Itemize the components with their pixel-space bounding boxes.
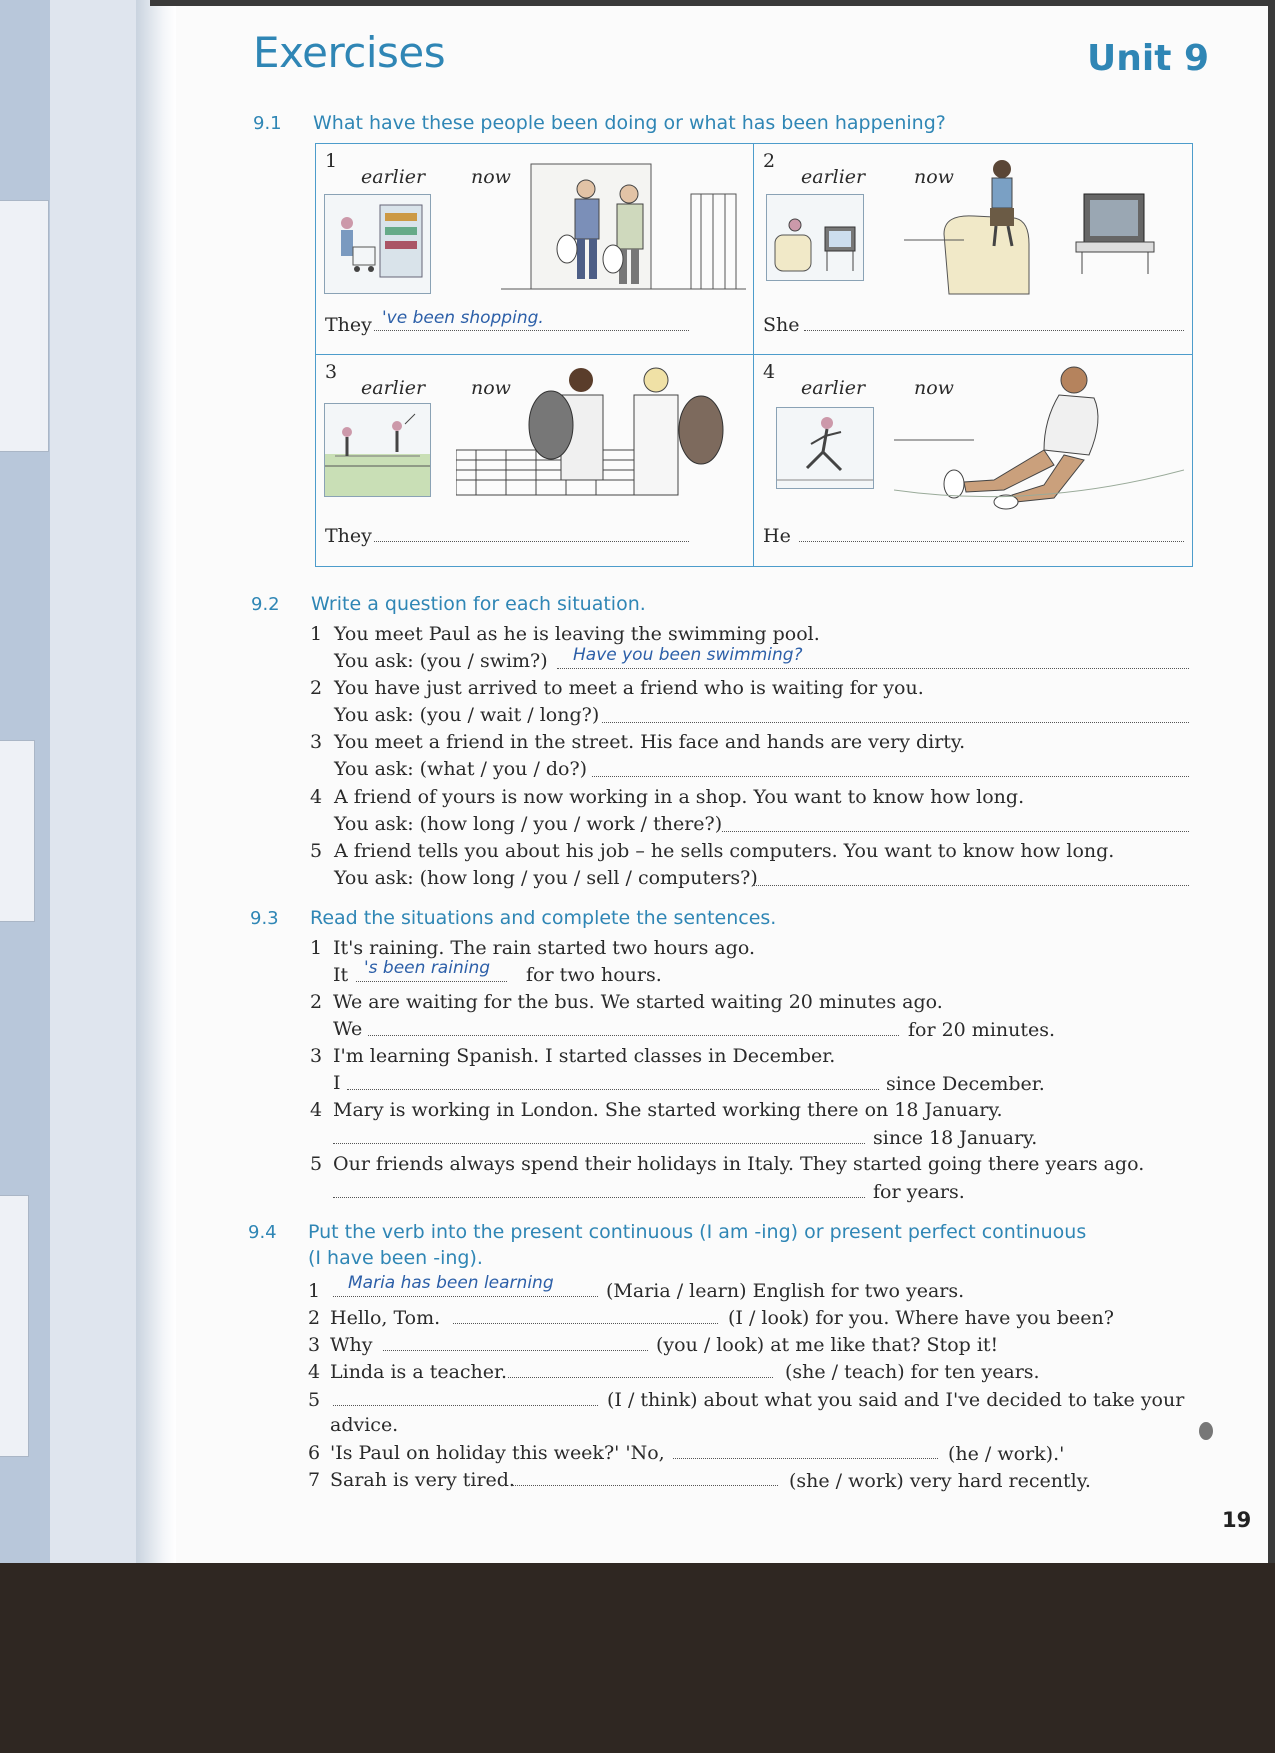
item-after: (he / work).' xyxy=(948,1443,1065,1465)
handwritten-answer: 've been shopping. xyxy=(382,308,544,328)
cell-subject: They xyxy=(325,314,372,336)
item-after: (Maria / learn) English for two years. xyxy=(606,1280,965,1302)
item-number: 7 xyxy=(308,1469,321,1491)
page-title: Exercises xyxy=(253,28,446,77)
answer-line[interactable] xyxy=(374,523,689,542)
answer-line[interactable] xyxy=(673,1440,938,1459)
item-number: 1 xyxy=(310,623,323,645)
cell-subject: He xyxy=(763,525,791,547)
tennis-earlier-picture xyxy=(324,403,431,497)
sentence-end: for years. xyxy=(873,1181,965,1203)
page-number: 19 xyxy=(1222,1508,1252,1532)
earlier-label: earlier xyxy=(801,377,866,399)
shopping-earlier-picture xyxy=(324,194,431,294)
sentence-start: I xyxy=(333,1072,341,1094)
answer-line[interactable] xyxy=(557,645,1189,669)
item-number: 3 xyxy=(308,1334,321,1356)
exercise-instruction: Read the situations and complete the sentences. xyxy=(310,907,777,929)
exercise-instruction: Write a question for each situation. xyxy=(311,593,646,615)
now-label: now xyxy=(914,166,954,188)
prompt-text: You ask: (how long / you / sell / computers?) xyxy=(334,867,758,889)
exercise-number: 9.1 xyxy=(253,113,282,134)
answer-line[interactable] xyxy=(722,813,1189,832)
item-before: Hello, Tom. xyxy=(330,1307,441,1329)
answer-line[interactable] xyxy=(508,1359,773,1378)
item-after: (you / look) at me like that? Stop it! xyxy=(656,1334,999,1356)
item-number: 4 xyxy=(308,1361,321,1383)
answer-line[interactable] xyxy=(383,1332,648,1351)
item-number: 4 xyxy=(310,786,323,808)
sentence-end: for two hours. xyxy=(526,964,662,986)
previous-page-box xyxy=(0,740,35,922)
cell-number: 4 xyxy=(763,361,776,383)
picture-cell-4 xyxy=(754,355,1191,565)
earlier-label: earlier xyxy=(361,377,426,399)
prompt-text: You ask: (what / you / do?) xyxy=(334,758,588,780)
sentence-end: since December. xyxy=(886,1073,1045,1095)
sentence-end: since 18 January. xyxy=(873,1127,1038,1149)
now-label: now xyxy=(471,377,511,399)
earlier-label: earlier xyxy=(361,166,426,188)
answer-line[interactable] xyxy=(804,312,1184,331)
prompt-text: You ask: (how long / you / work / there?) xyxy=(334,813,723,835)
running-earlier-picture xyxy=(776,407,874,489)
item-after: (I / think) about what you said and I've decided to take your xyxy=(607,1389,1185,1411)
exercise-instruction: Put the verb into the present continuous (I am -ing) or present perfect continuous xyxy=(308,1221,1087,1243)
item-after: (she / work) very hard recently. xyxy=(789,1470,1091,1492)
answer-line[interactable] xyxy=(799,523,1184,542)
item-number: 6 xyxy=(308,1442,321,1464)
answer-line[interactable] xyxy=(513,1467,778,1486)
answer-line[interactable] xyxy=(752,867,1189,886)
exercise-number: 9.3 xyxy=(250,908,279,929)
exhausted-now-picture xyxy=(894,360,1184,510)
situation-text: Our friends always spend their holidays in Italy. They started going there years ago. xyxy=(333,1153,1145,1175)
picture-cell-1 xyxy=(316,144,753,354)
item-before: Linda is a teacher. xyxy=(330,1361,508,1383)
situation-text: We are waiting for the bus. We started waiting 20 minutes ago. xyxy=(333,991,943,1013)
item-after-continued: advice. xyxy=(330,1414,399,1436)
item-number: 1 xyxy=(310,937,323,959)
exercise-instruction: What have these people been doing or what has been happening? xyxy=(313,112,946,134)
scanner-background xyxy=(0,1563,1275,1753)
situation-text: You have just arrived to meet a friend who is waiting for you. xyxy=(334,677,924,699)
item-before: Sarah is very tired. xyxy=(330,1469,515,1491)
item-before: 'Is Paul on holiday this week?' 'No, xyxy=(330,1442,665,1464)
item-number: 5 xyxy=(310,1153,323,1175)
handwritten-answer: Maria has been learning xyxy=(348,1273,554,1293)
now-label: now xyxy=(914,377,954,399)
situation-text: A friend tells you about his job – he sells computers. You want to know how long. xyxy=(334,840,1115,862)
item-number: 3 xyxy=(310,731,323,753)
item-number: 2 xyxy=(308,1307,321,1329)
book-spine-shadow xyxy=(136,0,176,1563)
prompt-text: You ask: (you / swim?) xyxy=(334,650,548,672)
item-number: 2 xyxy=(310,677,323,699)
sentence-start: We xyxy=(333,1018,363,1040)
situation-text: Mary is working in London. She started working there on 18 January. xyxy=(333,1099,1003,1121)
cell-number: 3 xyxy=(325,361,338,383)
scan-top-edge xyxy=(150,0,1275,6)
situation-text: You meet Paul as he is leaving the swimming pool. xyxy=(334,623,820,645)
answer-line[interactable] xyxy=(333,1179,865,1198)
scan-right-edge xyxy=(1268,0,1275,1563)
previous-page-box xyxy=(0,1195,29,1457)
answer-line[interactable] xyxy=(333,1125,865,1144)
answer-line[interactable] xyxy=(602,704,1189,723)
answer-line[interactable] xyxy=(592,758,1189,777)
exercise-number: 9.4 xyxy=(248,1222,277,1243)
answer-line[interactable] xyxy=(347,1071,879,1090)
handwritten-answer: Have you been swimming? xyxy=(573,645,803,665)
answer-line[interactable] xyxy=(453,1305,718,1324)
situation-text: A friend of yours is now working in a shop. You want to know how long. xyxy=(334,786,1025,808)
answer-line[interactable] xyxy=(368,1017,899,1036)
picture-cell-3 xyxy=(316,355,753,565)
cell-subject: She xyxy=(763,314,800,336)
sentence-start: It xyxy=(333,964,349,986)
item-number: 5 xyxy=(308,1389,321,1411)
item-number: 1 xyxy=(308,1280,321,1302)
previous-page-box xyxy=(0,200,49,452)
tv-now-picture xyxy=(904,154,1179,302)
item-after: (she / teach) for ten years. xyxy=(785,1361,1040,1383)
earlier-label: earlier xyxy=(801,166,866,188)
unit-label: Unit 9 xyxy=(1087,38,1209,79)
answer-line[interactable] xyxy=(333,1273,598,1297)
tennis-now-picture xyxy=(456,355,746,515)
exercise-number: 9.2 xyxy=(251,594,280,615)
now-label: now xyxy=(471,166,511,188)
item-number: 3 xyxy=(310,1045,323,1067)
situation-text: It's raining. The rain started two hours ago. xyxy=(333,937,756,959)
prompt-text: You ask: (you / wait / long?) xyxy=(334,704,600,726)
answer-line[interactable] xyxy=(333,1387,598,1406)
situation-text: I'm learning Spanish. I started classes in December. xyxy=(333,1045,836,1067)
answer-line[interactable] xyxy=(356,958,507,982)
shopping-now-picture xyxy=(501,154,746,294)
item-number: 4 xyxy=(310,1099,323,1121)
scan-smudge xyxy=(1199,1422,1213,1440)
item-number: 2 xyxy=(310,991,323,1013)
cell-number: 1 xyxy=(325,150,338,172)
item-number: 5 xyxy=(310,840,323,862)
item-after: (I / look) for you. Where have you been? xyxy=(728,1307,1114,1329)
handwritten-answer: 's been raining xyxy=(364,958,491,978)
situation-text: You meet a friend in the street. His face and hands are very dirty. xyxy=(334,731,966,753)
cell-number: 2 xyxy=(763,150,776,172)
cell-subject: They xyxy=(325,525,372,547)
picture-grid xyxy=(315,143,1193,567)
item-before: Why xyxy=(330,1334,373,1356)
answer-line[interactable] xyxy=(374,308,689,331)
sentence-end: for 20 minutes. xyxy=(908,1019,1056,1041)
picture-cell-2 xyxy=(754,144,1191,354)
exercise-instruction: (I have been -ing). xyxy=(308,1247,483,1269)
tv-earlier-picture xyxy=(766,194,864,281)
